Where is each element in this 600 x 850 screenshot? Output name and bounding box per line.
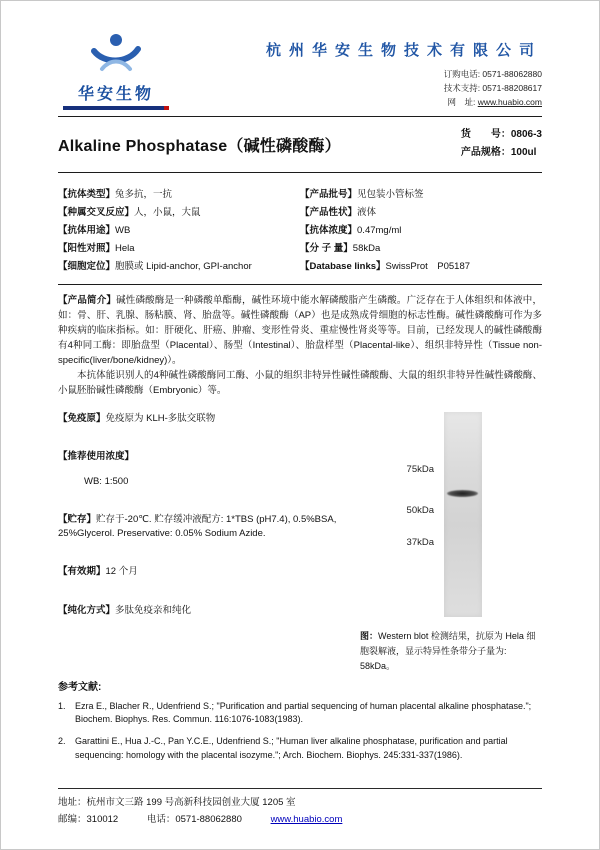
footer (58, 788, 542, 829)
western-blot-panel (360, 412, 542, 674)
footer-address: 地址：杭州市文三路 199 号高新科技园创业大厦 1205 室 (58, 796, 296, 808)
flex-spacer (58, 771, 542, 788)
intro-text-1: 碱性磷酸酶是一种磷酸单酯酶，碱性环境中能水解磷酸脂产生磷酸。广泛存在于人体组织和体液中，如：骨、肝、乳腺、肠粘膜、肾、胎盘等。碱性磷酸酶（AP）也是成熟成骨细胞的标志性酶。碱性磷酸酶可作为多种疾病的临床指标。如：肝硬化、肝癌、肿瘤、变形性骨炎、重症慢性肾炎等等。目前，已经发现人的碱性磷酸酶有4种同工酶：即胎盘型（Placental）、肠型（Intestinal）、胎盘样型（Placental-like）、组织非特异性（Tissue non-specific(liver/bone/kidney)）。 (58, 295, 542, 366)
logo-underline (63, 106, 169, 110)
reference-text: Garattini E., Hua J.-C., Pan Y.C.E., Udenfriend S.; "Human liver alkaline phosphatase, purification and partial sequencing: homology with the placental isozyme."; Arch. Biochem. Biophys. 245:331-337(1986). (75, 736, 508, 761)
intro-paragraph-1 (58, 293, 542, 368)
spec-molecular-weight (300, 240, 542, 254)
caption-text: Western blot 检测结果，抗原为 Hela 细胞裂解液，显示特异性条带分子量为: 58kDa。 (360, 631, 536, 671)
spec-value: Hela (115, 243, 135, 254)
section-recommended-dilution (58, 450, 350, 489)
section-label: 【贮存】 (58, 513, 97, 525)
catalog-value: 0806-3 (510, 129, 542, 140)
spec-table (58, 173, 542, 284)
section-value: 多肽免疫亲和纯化 (115, 604, 192, 616)
spec-value: 0.47mg/ml (357, 225, 402, 236)
spec-label: 【抗体用途】 (58, 225, 116, 236)
logo-accent-square (164, 106, 169, 110)
spec-value: 胞膜或 Lipid-anchor, GPI-anchor (115, 261, 252, 272)
marker-50kda: 50kDa (406, 505, 434, 516)
footer-contact-line (58, 811, 542, 829)
spec-value: 58kDa (352, 243, 381, 254)
spec-value: 人，小鼠，大鼠 (134, 207, 201, 218)
reference-text: Ezra E., Blacher R., Udenfriend S.; "Purification and partial sequencing of human placental alkaline phosphatase."; Biochem. Biophys. Res. Commun. 116:1076-1083(1983). (75, 700, 532, 725)
figure-caption (360, 629, 538, 674)
section-storage (58, 513, 350, 542)
spec-positive-control (58, 240, 300, 254)
spec-reactivity (58, 204, 300, 218)
reference-item (58, 735, 542, 763)
caption-label: 图： (360, 631, 379, 641)
section-value: WB: 1:500 (84, 475, 129, 487)
reference-number: 1. (58, 700, 66, 711)
reference-item (58, 700, 542, 728)
section-value: 免疫原为 KLH-多肽交联物 (105, 413, 216, 424)
product-title: Alkaline Phosphatase（碱性磷酸酶） (58, 137, 341, 155)
company-name: 杭州华安生物技术有限公司 (265, 42, 542, 59)
section-value: 12 个月 (105, 566, 138, 578)
header-company-block (266, 31, 542, 109)
spec-antibody-type (58, 186, 300, 200)
spec-column-right (300, 182, 542, 276)
header (58, 31, 542, 110)
spec-concentration (300, 222, 542, 236)
website-label: 网 址: (447, 97, 478, 108)
spec-label: 【Database links】 (300, 261, 386, 272)
product-size (461, 144, 542, 162)
catalog-number (461, 126, 542, 144)
website-line (266, 95, 542, 109)
catalog-label: 货 号： (460, 129, 511, 140)
spec-subcellular-location (58, 258, 300, 272)
logo-text: 华安生物 (77, 86, 154, 103)
contact-info (266, 67, 542, 109)
spec-label: 【种属交叉反应】 (58, 207, 135, 218)
blot-lane (444, 412, 482, 617)
spec-label: 【阳性对照】 (58, 243, 116, 254)
blot-band-58kda (447, 490, 478, 497)
marker-37kda: 37kDa (406, 537, 434, 548)
references (58, 678, 542, 772)
spec-database-links (300, 258, 542, 272)
reference-number: 2. (58, 736, 66, 747)
spec-label: 【产品性状】 (300, 207, 358, 218)
company-logo-icon (89, 31, 143, 75)
spec-label: 【产品批号】 (300, 189, 358, 200)
spec-form (300, 204, 542, 218)
title-row (58, 117, 542, 172)
section-validity (58, 565, 350, 579)
spec-value: 液体 (357, 207, 377, 218)
spec-label: 【抗体类型】 (58, 189, 116, 200)
size-label: 产品规格： (460, 147, 511, 158)
spec-column-left (58, 182, 300, 276)
spec-value: 兔多抗，一抗 (115, 189, 173, 200)
spec-label: 【细胞定位】 (58, 261, 116, 272)
spec-application (58, 222, 300, 236)
section-purification (58, 604, 350, 618)
main-content (58, 412, 542, 674)
intro-paragraph-2: 本抗体能识别人的4种碱性磷酸酶同工酶、小鼠的组织非特异性碱性磷酸酶、大鼠的组织非特异性碱性磷酸酶、小鼠胚胎碱性磷酸酶（Embryonic）等。 (58, 370, 542, 396)
section-label: 【有效期】 (58, 566, 106, 578)
footer-phone: 电话：0571-88062880 (146, 814, 242, 826)
spec-label: 【分 子 量】 (300, 243, 353, 254)
order-phone: 订购电话: 0571-88062880 (443, 69, 542, 79)
section-immunogen (58, 412, 350, 426)
footer-postcode: 邮编：310012 (58, 814, 119, 826)
footer-website-link[interactable]: www.huabio.com (270, 814, 343, 826)
section-label: 【免疫原】 (58, 413, 106, 424)
spec-value: WB (115, 225, 131, 236)
section-value: 贮存于-20℃. 贮存缓冲液配方: 1*TBS (pH7.4), 0.5%BSA, 25%Glycerol. Preservative: 0.05% Sodium Azide. (58, 513, 337, 539)
product-introduction (58, 285, 542, 400)
company-logo (58, 31, 174, 110)
detail-sections (58, 412, 360, 674)
spec-value: 见包装小管标签 (357, 189, 424, 200)
size-value: 100ul (510, 147, 537, 158)
marker-75kda: 75kDa (406, 464, 434, 475)
header-website-link[interactable]: www.huabio.com (477, 97, 542, 108)
spec-label: 【抗体浓度】 (300, 225, 358, 236)
tech-support: 技术支持: 0571-88208617 (443, 83, 542, 94)
section-label: 【推荐使用浓度】 (58, 451, 135, 463)
spec-lot-number (300, 186, 542, 200)
order-info (461, 126, 542, 162)
section-label: 【纯化方式】 (58, 604, 116, 616)
intro-label: 【产品简介】 (58, 295, 117, 306)
references-heading: 参考文献: (58, 681, 102, 693)
western-blot-figure (388, 412, 498, 617)
spec-value: SwissProt P05187 (385, 261, 471, 272)
